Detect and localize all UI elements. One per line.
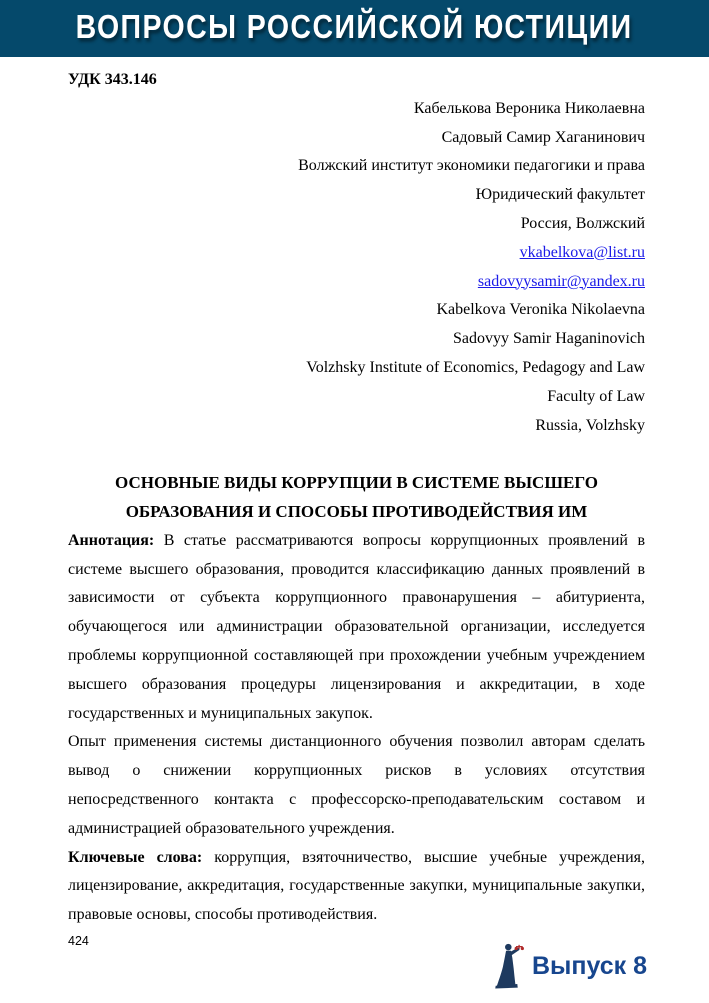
keywords-text: коррупция, взяточничество, высшие учебные учреждения, лицензирование, аккредитация, государственные закупки, муниципальные закупки, правовые основы, способы противодействия.: [68, 848, 646, 924]
faculty-ru: Юридический факультет: [475, 186, 645, 204]
affiliation-ru: Волжский институт экономики педагогики и права: [298, 157, 645, 175]
article-content: [68, 57, 645, 952]
abstract-text-2: Опыт применения системы дистанционного обучения позволил авторам сделать вывод о снижении коррупционных рисков в условиях отсутствия непосредственного контакта с профессорско-преподавательским составом и администрацией образовательного учреждения.: [68, 733, 645, 837]
journal-header-band: [0, 0, 709, 57]
email-line: [68, 268, 645, 297]
issue-label: Выпуск 8: [531, 951, 647, 980]
article-title-line1: ОСНОВНЫЕ ВИДЫ КОРРУПЦИИ В СИСТЕМЕ ВЫСШЕГО: [115, 473, 598, 493]
faculty-en: Faculty of Law: [547, 387, 645, 405]
abstract-paragraph-2: [68, 728, 645, 843]
author-block: [68, 95, 645, 441]
email-link-vkabelkova[interactable]: vkabelkova@list.ru: [519, 243, 645, 261]
email-line: [68, 239, 645, 268]
author-name-en: Kabelkova Veronika Nikolaevna: [436, 301, 645, 319]
justice-statue-icon: [493, 941, 529, 991]
issue-logo: [493, 941, 647, 991]
affiliation-en: Volzhsky Institute of Economics, Pedagogy and Law: [306, 358, 645, 376]
article-title-line2: ОБРАЗОВАНИЯ И СПОСОБЫ ПРОТИВОДЕЙСТВИЯ ИМ: [125, 501, 588, 521]
author-name-ru: Кабелькова Вероника Николаевна: [413, 99, 645, 117]
keywords-label: Ключевые слова:: [68, 848, 203, 866]
article-title: [68, 469, 645, 527]
author-name-ru: Садовый Самир Хаганинович: [441, 128, 645, 146]
keywords-paragraph: [68, 844, 645, 930]
email-link-sadovyysamir[interactable]: sadovyysamir@yandex.ru: [477, 272, 645, 290]
udc-code: УДК 343.146: [68, 71, 157, 88]
abstract-paragraph: [68, 527, 645, 729]
abstract-text: В статье рассматриваются вопросы коррупционных проявлений в системе высшего образования, проводится классификацию данных проявлений в зависимости от субъекта коррупционного правонарушения – абитуриента, обучающегося или администрации образовательной организации, исследуется проблемы коррупционной составляющей при прохождении учебным учреждением высшего образования процедуры лицензирования и аккредитации, в ходе государственных и муниципальных закупок.: [68, 531, 645, 722]
page-number: 424: [68, 933, 89, 948]
location-ru: Россия, Волжский: [520, 214, 645, 232]
author-name-en: Sadovyy Samir Haganinovich: [453, 330, 645, 348]
abstract-label: Аннотация:: [68, 531, 155, 549]
location-en: Russia, Volzhsky: [535, 416, 645, 434]
journal-title: ВОПРОСЫ РОССИЙСКОЙ ЮСТИЦИИ: [76, 9, 633, 46]
